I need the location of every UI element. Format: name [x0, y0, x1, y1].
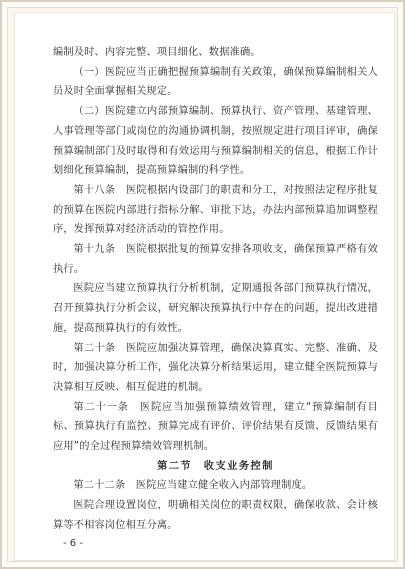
article-21: 第二十一条 医院应当加强预算绩效管理，建立“预算编制有目标、预算执行有监控、预算完成有评价、评价结果有反馈、反馈结果有应用”的全过程预算绩效管理机制。: [53, 401, 378, 453]
paragraph-budget-analysis: 医院应当建立预算执行分析机制，定期通报各部门预算执行情况，召开预算执行分析会议，研究解决预算执行中存在的问题，提出改进措施，提高预算执行的有效性。: [53, 283, 378, 334]
document-page: [14, 12, 395, 561]
paragraph-item-2: （二）医院建立内部预算编制、预算执行、资产管理、基建管理、人事管理等部门或岗位的沟通协调机制，按照规定进行项目评审，确保预算编制部门及时取得和有效运用与预算编制相关的信息，根据工作计划细化预算编制，提高预算编制的科学性。: [53, 106, 378, 177]
paragraph-item-1: （一）医院应当正确把握预算编制有关政策，确保预算编制相关人员及时全面掌握相关规定。: [53, 66, 378, 98]
section-heading: 第二节 收支业务控制: [157, 460, 274, 472]
page-number: - 6 -: [63, 538, 83, 549]
article-19: 第十九条 医院根据批复的预算安排各项收支，确保预算严格有效执行。: [53, 244, 378, 275]
paragraph-continuation: 编制及时、内容完整、项目细化、数据准确。: [53, 47, 261, 58]
article-18: 第十八条 医院根据内设部门的职责和分工，对按照法定程序批复的预算在医院内部进行指标分解、审批下达，办法内部预算追加调整程序，发挥预算对经济活动的管控作用。: [53, 184, 378, 236]
document-body: [53, 43, 378, 536]
article-20: 第二十条 医院应加强决算管理，确保决算真实、完整、准确、及时，加强决算分析工作，强化决算分析结果运用，建立健全医院预算与决算相互反映、相互促进的机制。: [53, 342, 378, 393]
article-22: 第二十二条 医院应当建立健全收入内部管理制度。: [73, 480, 313, 492]
paragraph-post-separation: 医院合理设置岗位，明确相关岗位的职责权限，确保收款、会计核算等不相容岗位相互分离。: [53, 500, 378, 531]
